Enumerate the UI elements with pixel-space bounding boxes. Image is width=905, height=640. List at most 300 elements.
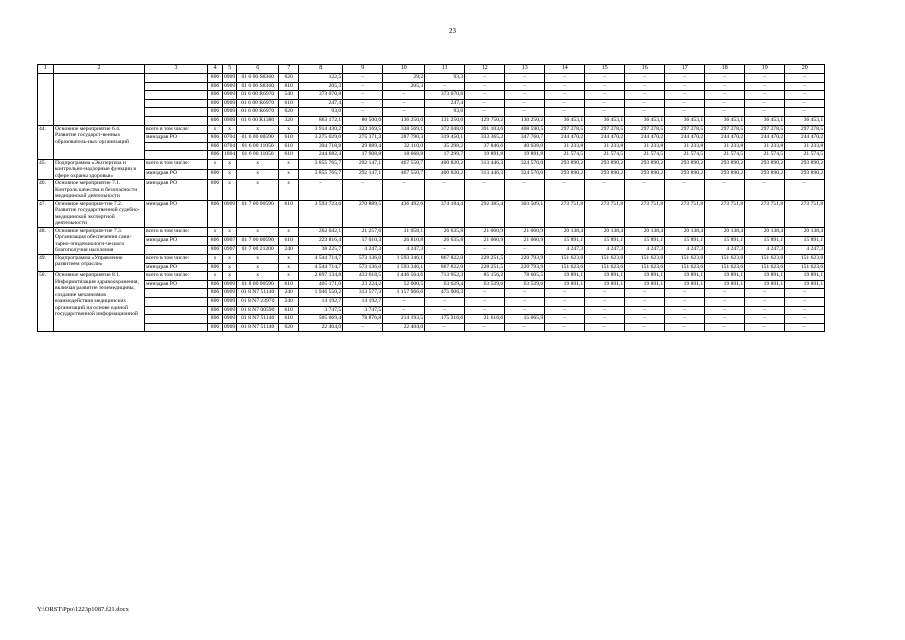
code-csr: х xyxy=(237,227,279,236)
table-row xyxy=(38,200,825,227)
code-rzpr: 0909 xyxy=(223,280,237,289)
amount-cell: 338 569,1 xyxy=(383,125,425,134)
amount-cell: 373 070,8 xyxy=(425,91,465,100)
amount-cell: 3 855 765,7 xyxy=(299,159,343,169)
amount-cell: 78 876,8 xyxy=(343,315,383,324)
amount-cell: – xyxy=(745,306,785,315)
amount-cell: 151 623,6 xyxy=(745,254,785,263)
amount-cell: 273 751,8 xyxy=(665,200,705,227)
amount-cell: 220 793,9 xyxy=(505,254,545,263)
responsible-executor: минздрав РО xyxy=(145,263,208,272)
amount-cell: 400 820,2 xyxy=(425,170,465,180)
amount-cell: 319 450,1 xyxy=(425,134,465,143)
amount-cell: 467 550,7 xyxy=(383,170,425,180)
amount-cell: 262 042,1 xyxy=(299,227,343,236)
amount-cell: 323 169,5 xyxy=(343,125,383,134)
responsible-executor: всего в том числе: xyxy=(145,254,208,263)
amount-cell: – xyxy=(745,180,785,201)
code-csr: 01 6 00 R6970 xyxy=(237,108,279,117)
amount-cell: – xyxy=(545,306,585,315)
amount-cell: – xyxy=(505,99,545,108)
amount-cell: 20 138,4 xyxy=(745,227,785,236)
amount-cell: 19 891,1 xyxy=(705,272,745,281)
responsible-executor: минздрав РО xyxy=(145,280,208,289)
table-row xyxy=(38,272,825,281)
code-vr: 610 xyxy=(279,134,299,143)
table-row xyxy=(38,236,825,245)
amount-cell: – xyxy=(545,180,585,201)
amount-cell: 151 623,6 xyxy=(705,254,745,263)
row-number xyxy=(38,74,54,126)
header-cell: 19 xyxy=(745,65,785,74)
amount-cell: 31 233,8 xyxy=(585,142,625,151)
code-csr: х xyxy=(237,254,279,263)
amount-cell: 14 192,7 xyxy=(299,297,343,306)
code-rzpr: 0909 xyxy=(223,108,237,117)
amount-cell: 19 891,1 xyxy=(545,272,585,281)
amount-cell: 21 574,5 xyxy=(585,151,625,160)
amount-cell: 3 855 765,7 xyxy=(299,170,343,180)
amount-cell: 26 635,8 xyxy=(425,227,465,236)
header-cell: 4 xyxy=(208,65,223,74)
amount-cell: 408 590,5 xyxy=(505,125,545,134)
amount-cell: 223 816,4 xyxy=(299,236,343,245)
amount-cell: 19 891,1 xyxy=(665,280,705,289)
measure-name: Подпрограмма «Экспертиза и контрольно-надзорные функции в сфере охраны здоровья» xyxy=(54,159,145,180)
code-grbs: х xyxy=(208,125,223,134)
measure-name: Основное мероприятие 8.1. Информатизация здравоохранения, включая развитие телемедицины, создание механизмов взаимодействия медицинских организаций на основе единой государственной информационной xyxy=(54,272,145,332)
amount-cell: 21 574,5 xyxy=(705,151,745,160)
amount-cell: – xyxy=(383,297,425,306)
amount-cell: 293 890,2 xyxy=(545,170,585,180)
header-cell: 5 xyxy=(223,65,237,74)
amount-cell: 36 453,1 xyxy=(665,116,705,125)
amount-cell: 292 147,1 xyxy=(343,159,383,169)
amount-cell: 324 570,0 xyxy=(505,159,545,169)
header-cell: 2 xyxy=(54,65,145,74)
amount-cell: – xyxy=(585,289,625,298)
amount-cell: – xyxy=(465,108,505,117)
amount-cell: 20 138,4 xyxy=(545,227,585,236)
amount-cell: 31 233,8 xyxy=(745,142,785,151)
amount-cell: 131 250,0 xyxy=(425,116,465,125)
code-grbs: 806 xyxy=(208,245,223,254)
amount-cell: 1 593 346,1 xyxy=(383,254,425,263)
amount-cell: – xyxy=(705,74,745,83)
measure-name: Подпрограмма «Управление развитием отрасли» xyxy=(54,254,145,271)
budget-table xyxy=(37,64,825,332)
amount-cell: 37 846,6 xyxy=(465,142,505,151)
header-cell: 14 xyxy=(545,65,585,74)
amount-cell: 31 233,8 xyxy=(665,142,705,151)
amount-cell: 297 278,5 xyxy=(785,125,825,134)
header-cell: 7 xyxy=(279,65,299,74)
code-vr: х xyxy=(279,159,299,169)
amount-cell: 93,0 xyxy=(299,108,343,117)
amount-cell: 374 184,4 xyxy=(425,200,465,227)
table-row xyxy=(38,289,825,298)
amount-cell: 31 233,8 xyxy=(785,142,825,151)
amount-cell: 26 810,8 xyxy=(383,236,425,245)
code-rzpr: 0909 xyxy=(223,91,237,100)
amount-cell: 4 247,3 xyxy=(625,245,665,254)
code-rzpr: х xyxy=(223,159,237,169)
amount-cell: 273 751,8 xyxy=(585,200,625,227)
amount-cell: – xyxy=(465,289,505,298)
amount-cell: 297 278,5 xyxy=(745,125,785,134)
amount-cell: 400 820,2 xyxy=(425,159,465,169)
code-csr: 01 6 00 R6970 xyxy=(237,99,279,108)
code-grbs: 806 xyxy=(208,297,223,306)
amount-cell: 433 618,5 xyxy=(343,272,383,281)
table-row xyxy=(38,134,825,143)
amount-cell: 297 278,5 xyxy=(705,125,745,134)
amount-cell: – xyxy=(625,74,665,83)
amount-cell: 287 790,3 xyxy=(383,134,425,143)
amount-cell: – xyxy=(625,306,665,315)
amount-cell: – xyxy=(665,108,705,117)
responsible-executor: минздрав РО xyxy=(145,236,208,245)
code-csr: 01 7 00 00590 xyxy=(237,200,279,227)
responsible-executor: минздрав РО xyxy=(145,170,208,180)
amount-cell: – xyxy=(505,245,545,254)
amount-cell: – xyxy=(505,91,545,100)
amount-cell: – xyxy=(585,91,625,100)
amount-cell: 3 593 723,6 xyxy=(299,200,343,227)
amount-cell: 17 908,8 xyxy=(343,151,383,160)
code-csr: 01 6 00 R1380 xyxy=(237,116,279,125)
code-grbs: 806 xyxy=(208,134,223,143)
code-rzpr: 0704 xyxy=(223,142,237,151)
table-row xyxy=(38,245,825,254)
amount-cell: – xyxy=(465,297,505,306)
amount-cell: – xyxy=(705,108,745,117)
amount-cell: 40 938,0 xyxy=(505,142,545,151)
amount-cell: 573 136,0 xyxy=(343,263,383,272)
table-row xyxy=(38,82,825,91)
amount-cell: 244 470,2 xyxy=(705,134,745,143)
amount-cell: 467 550,7 xyxy=(383,159,425,169)
amount-cell: 151 623,6 xyxy=(625,254,665,263)
table-row xyxy=(38,306,825,315)
amount-cell: 505 069,4 xyxy=(299,315,343,324)
amount-cell: 85 156,2 xyxy=(465,272,505,281)
code-vr: 540 xyxy=(279,91,299,100)
responsible-executor xyxy=(145,108,208,117)
code-vr: х xyxy=(279,180,299,201)
responsible-executor xyxy=(145,74,208,83)
code-vr: х xyxy=(279,254,299,263)
amount-cell: 3 747,5 xyxy=(299,306,343,315)
amount-cell: – xyxy=(505,108,545,117)
amount-cell: – xyxy=(665,306,705,315)
amount-cell: 80 500,0 xyxy=(343,116,383,125)
amount-cell: 293 890,2 xyxy=(585,170,625,180)
amount-cell: 19 891,1 xyxy=(545,280,585,289)
header-cell: 18 xyxy=(705,65,745,74)
amount-cell: 297 278,5 xyxy=(625,125,665,134)
amount-cell: – xyxy=(505,180,545,201)
table-row xyxy=(38,91,825,100)
amount-cell: 475 006,3 xyxy=(425,289,465,298)
amount-cell: 244 470,2 xyxy=(545,134,585,143)
amount-cell: – xyxy=(585,180,625,201)
amount-cell: 18 668,8 xyxy=(383,151,425,160)
table-row xyxy=(38,263,825,272)
responsible-executor: минздрав РО xyxy=(145,180,208,201)
amount-cell: 151 623,6 xyxy=(785,263,825,272)
code-vr: х xyxy=(279,272,299,281)
amount-cell: 21 060,9 xyxy=(465,236,505,245)
amount-cell: 21 060,9 xyxy=(465,227,505,236)
amount-cell: 313 446,3 xyxy=(465,170,505,180)
responsible-executor xyxy=(145,142,208,151)
amount-cell: 15 891,1 xyxy=(745,236,785,245)
code-csr: 01 8 N7 51140 xyxy=(237,289,279,298)
amount-cell: 20 138,4 xyxy=(665,227,705,236)
amount-cell: 4 247,3 xyxy=(343,245,383,254)
amount-cell: – xyxy=(343,91,383,100)
amount-cell: 22 404,0 xyxy=(383,323,425,332)
table-row xyxy=(38,125,825,134)
code-vr: 610 xyxy=(279,280,299,289)
amount-cell: 15 065,9 xyxy=(505,315,545,324)
amount-cell: – xyxy=(745,108,785,117)
code-csr: 01 8 N7 51140 xyxy=(237,323,279,332)
table-row xyxy=(38,74,825,83)
amount-cell: 4 247,3 xyxy=(585,245,625,254)
amount-cell: 244 470,2 xyxy=(745,134,785,143)
amount-cell: 1 157 966,6 xyxy=(383,289,425,298)
row-number: 47. xyxy=(38,200,54,227)
amount-cell: – xyxy=(545,74,585,83)
amount-cell: – xyxy=(383,108,425,117)
amount-cell: 21 574,5 xyxy=(545,151,585,160)
code-rzpr: 0909 xyxy=(223,289,237,298)
amount-cell: – xyxy=(505,297,545,306)
amount-cell: 573 136,0 xyxy=(343,254,383,263)
amount-cell: – xyxy=(625,82,665,91)
code-vr: 610 xyxy=(279,151,299,160)
amount-cell: 4 247,3 xyxy=(785,245,825,254)
amount-cell: 136 250,0 xyxy=(383,116,425,125)
amount-cell: – xyxy=(705,91,745,100)
table-row xyxy=(38,227,825,236)
amount-cell: 244 682,4 xyxy=(299,151,343,160)
amount-cell: 63 539,6 xyxy=(465,280,505,289)
amount-cell: 270 889,5 xyxy=(343,200,383,227)
amount-cell: 275 371,3 xyxy=(343,134,383,143)
amount-cell: – xyxy=(585,297,625,306)
amount-cell: – xyxy=(625,180,665,201)
amount-cell: 1 446 564,6 xyxy=(383,272,425,281)
code-grbs: х xyxy=(208,227,223,236)
measure-name xyxy=(54,74,145,126)
code-rzpr: 0909 xyxy=(223,82,237,91)
code-grbs: 806 xyxy=(208,82,223,91)
measure-name: Основное мероприятие 6.4. Развитие государст-венных образователь-ных организаций xyxy=(54,125,145,159)
amount-cell: 19 891,1 xyxy=(585,272,625,281)
responsible-executor xyxy=(145,245,208,254)
amount-cell: – xyxy=(665,91,705,100)
page-number: 23 xyxy=(449,27,456,35)
code-rzpr: х xyxy=(223,254,237,263)
amount-cell: 228 251,5 xyxy=(465,263,505,272)
amount-cell: 175 316,6 xyxy=(425,315,465,324)
code-rzpr: 0909 xyxy=(223,315,237,324)
amount-cell: 293 890,2 xyxy=(705,159,745,169)
amount-cell: – xyxy=(425,297,465,306)
amount-cell: – xyxy=(785,289,825,298)
code-vr: 240 xyxy=(279,245,299,254)
amount-cell: – xyxy=(785,180,825,201)
amount-cell: 21 060,9 xyxy=(505,227,545,236)
amount-cell: 19 891,1 xyxy=(705,280,745,289)
amount-cell: – xyxy=(745,297,785,306)
amount-cell: – xyxy=(343,108,383,117)
amount-cell: 867 822,0 xyxy=(425,263,465,272)
amount-cell: – xyxy=(585,99,625,108)
code-csr: х xyxy=(237,125,279,134)
table-row xyxy=(38,151,825,160)
header-cell: 13 xyxy=(505,65,545,74)
header-cell: 6 xyxy=(237,65,279,74)
amount-cell: 205,3 xyxy=(383,82,425,91)
code-grbs: 806 xyxy=(208,236,223,245)
table-row xyxy=(38,159,825,169)
amount-cell: 151 623,6 xyxy=(665,254,705,263)
amount-cell: 273 751,8 xyxy=(545,200,585,227)
amount-cell: – xyxy=(705,289,745,298)
amount-cell: – xyxy=(625,297,665,306)
amount-cell: 1 593 346,1 xyxy=(383,263,425,272)
code-csr: х xyxy=(237,272,279,281)
amount-cell: 21 257,6 xyxy=(343,227,383,236)
amount-cell: 293 890,2 xyxy=(785,170,825,180)
amount-cell: 36 453,1 xyxy=(545,116,585,125)
amount-cell: 21 616,6 xyxy=(465,315,505,324)
table-row xyxy=(38,108,825,117)
amount-cell: 244 470,2 xyxy=(585,134,625,143)
amount-cell: 391 103,6 xyxy=(465,125,505,134)
amount-cell: – xyxy=(745,91,785,100)
amount-cell: – xyxy=(425,323,465,332)
code-grbs: х xyxy=(208,254,223,263)
amount-cell: – xyxy=(785,323,825,332)
amount-cell: 324 570,0 xyxy=(505,170,545,180)
code-vr: х xyxy=(279,125,299,134)
header-cell: 10 xyxy=(383,65,425,74)
code-rzpr: 0909 xyxy=(223,116,237,125)
amount-cell: 19 891,8 xyxy=(505,151,545,160)
code-grbs: х xyxy=(208,272,223,281)
code-grbs: 806 xyxy=(208,99,223,108)
code-rzpr: 0907 xyxy=(223,236,237,245)
amount-cell: 247,4 xyxy=(425,99,465,108)
amount-cell: – xyxy=(545,315,585,324)
row-number: 45. xyxy=(38,159,54,180)
amount-cell: – xyxy=(665,82,705,91)
amount-cell: 297 278,5 xyxy=(545,125,585,134)
amount-cell: 394 718,8 xyxy=(299,142,343,151)
code-vr: 240 xyxy=(279,297,299,306)
table-row xyxy=(38,180,825,201)
amount-cell: – xyxy=(625,99,665,108)
amount-cell: 15 891,1 xyxy=(665,236,705,245)
measure-name: Основное мероприя-тие 7.2. Развитие государственной судебно-медицинской экспертной деятельности xyxy=(54,200,145,227)
code-rzpr: х xyxy=(223,125,237,134)
amount-cell: – xyxy=(625,108,665,117)
amount-cell: 3 275 029,0 xyxy=(299,134,343,143)
amount-cell: 293 890,2 xyxy=(545,159,585,169)
amount-cell: – xyxy=(665,289,705,298)
amount-cell: 93,0 xyxy=(425,108,465,117)
code-csr: х xyxy=(237,170,279,180)
amount-cell: – xyxy=(425,180,465,201)
responsible-executor: всего в том числе: xyxy=(145,125,208,134)
amount-cell: – xyxy=(299,180,343,201)
amount-cell: – xyxy=(585,323,625,332)
amount-cell: – xyxy=(383,99,425,108)
amount-cell: – xyxy=(505,323,545,332)
amount-cell: 244 470,2 xyxy=(625,134,665,143)
code-csr: 01 6 00 S8360 xyxy=(237,82,279,91)
amount-cell: 19 891,1 xyxy=(785,272,825,281)
amount-cell: – xyxy=(383,180,425,201)
amount-cell: 20 138,4 xyxy=(625,227,665,236)
amount-cell: – xyxy=(545,82,585,91)
code-csr: 01 8 00 00590 xyxy=(237,280,279,289)
code-grbs: 806 xyxy=(208,74,223,83)
amount-cell: 63 539,6 xyxy=(505,280,545,289)
responsible-executor xyxy=(145,99,208,108)
code-rzpr: 0909 xyxy=(223,306,237,315)
row-number: 44. xyxy=(38,125,54,159)
amount-cell: 122,5 xyxy=(299,74,343,83)
responsible-executor: всего в том числе: xyxy=(145,272,208,281)
code-grbs: х xyxy=(208,159,223,169)
code-csr: х xyxy=(237,159,279,169)
amount-cell: 292 147,1 xyxy=(343,170,383,180)
code-vr: 620 xyxy=(279,108,299,117)
code-rzpr: 0909 xyxy=(223,297,237,306)
header-cell: 8 xyxy=(299,65,343,74)
amount-cell: 29 889,4 xyxy=(343,142,383,151)
header-cell: 16 xyxy=(625,65,665,74)
amount-cell: 297 278,5 xyxy=(585,125,625,134)
amount-cell: 273 751,8 xyxy=(745,200,785,227)
amount-cell: 31 233,8 xyxy=(545,142,585,151)
amount-cell: – xyxy=(745,74,785,83)
amount-cell: 405 171,0 xyxy=(299,280,343,289)
amount-cell: 21 574,5 xyxy=(625,151,665,160)
code-rzpr: 0909 xyxy=(223,200,237,227)
responsible-executor: минздрав РО xyxy=(145,134,208,143)
amount-cell: – xyxy=(745,323,785,332)
amount-cell: – xyxy=(785,74,825,83)
code-csr: 01 6 00 11050 xyxy=(237,151,279,160)
table-row xyxy=(38,142,825,151)
amount-cell: – xyxy=(545,289,585,298)
amount-cell: 15 891,1 xyxy=(585,236,625,245)
amount-cell: – xyxy=(505,82,545,91)
code-vr: х xyxy=(279,263,299,272)
amount-cell: 292 385,4 xyxy=(465,200,505,227)
code-rzpr: 0909 xyxy=(223,99,237,108)
code-grbs: 806 xyxy=(208,289,223,298)
responsible-executor xyxy=(145,315,208,324)
header-cell: 12 xyxy=(465,65,505,74)
